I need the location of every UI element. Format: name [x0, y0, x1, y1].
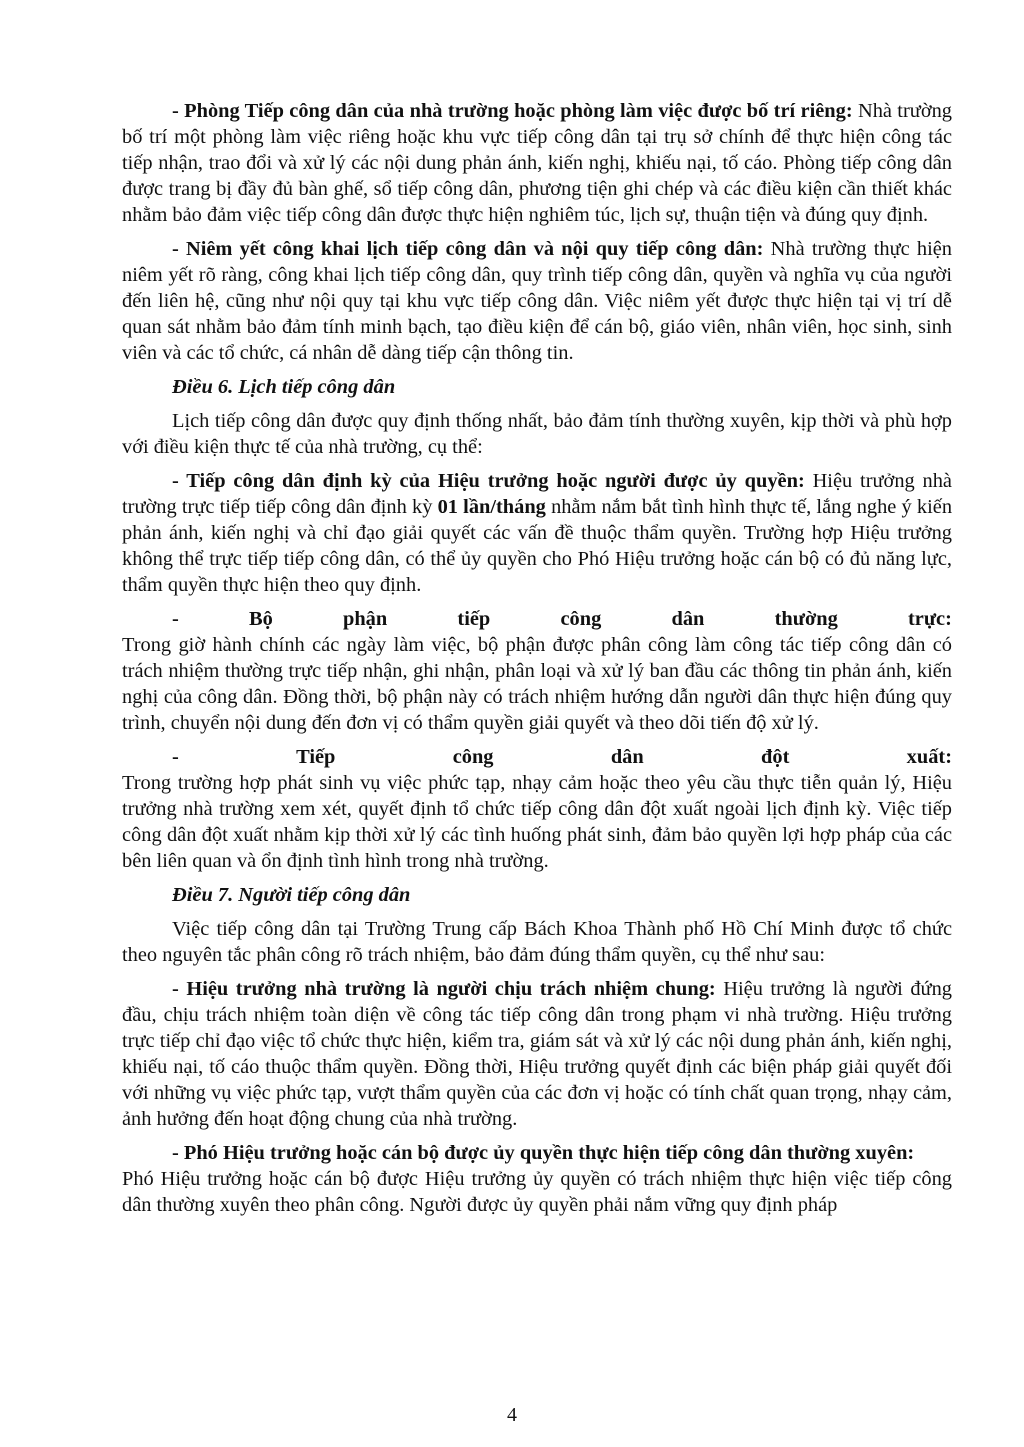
paragraph-vice-principal	[122, 1140, 952, 1218]
document-page	[122, 98, 952, 1226]
heading-word: Tiếp	[296, 746, 336, 768]
paragraph-periodic-reception	[122, 468, 952, 598]
principal-responsibility-heading: - Hiệu trưởng nhà trường là người chịu trách nhiệm chung:	[172, 978, 716, 1000]
heading-word: đột	[761, 746, 790, 768]
article-6-intro: Lịch tiếp công dân được quy định thống nhất, bảo đảm tính thường xuyên, kịp thời và phù hợp với điều kiện thực tế của nhà trường, cụ thể:	[122, 410, 952, 458]
article-6-title: Điều 6. Lịch tiếp công dân	[172, 376, 396, 398]
ad-hoc-reception-text: Trong trường hợp phát sinh vụ việc phức tạp, nhạy cảm hoặc theo yêu cầu thực tiễn quản lý, Hiệu trưởng nhà trường xem xét, quyết định tổ chức tiếp công dân đột xuất ngoài lịch định kỳ. Việc tiếp công dân đột xuất nhằm kịp thời xử lý các tình huống phát sinh, đảm bảo quyền lợi hợp pháp của các bên liên quan và ổn định tình hình trong nhà trường.	[122, 772, 952, 872]
heading-word: Bộ	[249, 608, 273, 630]
frequency-highlight: 01 lần/tháng	[437, 496, 546, 518]
article-7-title: Điều 7. Người tiếp công dân	[172, 884, 411, 906]
paragraph-reception-room	[122, 98, 952, 228]
paragraph-posting-schedule	[122, 236, 952, 366]
periodic-reception-heading: - Tiếp công dân định kỳ của Hiệu trưởng hoặc người được ủy quyền:	[172, 470, 805, 492]
vice-principal-heading: - Phó Hiệu trưởng hoặc cán bộ được ủy quyền thực hiện tiếp công dân thường xuyên:	[172, 1142, 915, 1164]
heading-word: dân	[610, 746, 644, 768]
heading-word: tiếp	[457, 608, 491, 630]
standing-unit-heading	[122, 606, 952, 632]
heading-word: -	[172, 608, 179, 630]
paragraph-ad-hoc-reception	[122, 744, 952, 874]
heading-word: -	[172, 746, 179, 768]
heading-word: công	[560, 608, 602, 630]
ad-hoc-reception-heading	[122, 744, 952, 770]
principal-responsibility-text: Hiệu trưởng là người đứng đầu, chịu trách nhiệm toàn diện về công tác tiếp công dân trong phạm vi nhà trường. Hiệu trưởng trực tiếp chỉ đạo việc tổ chức thực hiện, kiểm tra, giám sát và xử lý các nội dung phản ánh, kiến nghị, khiếu nại, tố cáo thuộc thẩm quyền. Đồng thời, Hiệu trưởng quyết định các biện pháp giải quyết đối với những vụ việc phức tạp, vượt thẩm quyền của các đơn vị hoặc có tính chất quan trọng, nhạy cảm, ảnh hưởng đến hoạt động chung của nhà trường.	[122, 978, 952, 1130]
periodic-reception-text-b: nhằm nắm bắt tình hình thực tế, lắng nghe ý kiến phản ánh, kiến nghị và chỉ đạo giải quyết các vấn đề thuộc thẩm quyền. Trường hợp Hiệu trưởng không thể trực tiếp tiếp công dân, có thể ủy quyền cho Phó Hiệu trưởng hoặc cán bộ có đủ năng lực, thẩm quyền thực hiện theo quy định.	[122, 496, 953, 596]
posting-schedule-heading: - Niêm yết công khai lịch tiếp công dân và nội quy tiếp công dân:	[172, 238, 764, 260]
page-number: 4	[507, 1404, 517, 1426]
posting-schedule-text: Nhà trường thực hiện niêm yết rõ ràng, công khai lịch tiếp công dân, quy trình tiếp công dân, quyền và nghĩa vụ của người đến liên hệ, cũng như nội quy tại khu vực tiếp công dân. Việc niêm yết được thực hiện tại vị trí dễ quan sát nhằm bảo đảm tính minh bạch, tạo điều kiện để cán bộ, giáo viên, nhân viên, học sinh, sinh viên và các tổ chức, cá nhân dễ dàng tiếp cận thông tin.	[122, 238, 952, 364]
paragraph-principal-responsibility	[122, 976, 952, 1132]
article-7-intro: Việc tiếp công dân tại Trường Trung cấp Bách Khoa Thành phố Hồ Chí Minh được tổ chức theo nguyên tắc phân công rõ trách nhiệm, bảo đảm đúng thẩm quyền, cụ thể như sau:	[122, 918, 952, 966]
heading-word: dân	[671, 608, 705, 630]
heading-word: công	[452, 746, 494, 768]
periodic-reception-text-a: Hiệu trưởng nhà trường trực tiếp tiếp công dân định kỳ	[122, 470, 952, 518]
heading-word: xuất:	[906, 746, 952, 768]
standing-unit-text: Trong giờ hành chính các ngày làm việc, bộ phận được phân công làm công tác tiếp công dân có trách nhiệm thường trực tiếp nhận, ghi nhận, phân loại và xử lý ban đầu các thông tin phản ánh, kiến nghị của công dân. Đồng thời, bộ phận này có trách nhiệm hướng dẫn người dân thực hiện đúng quy trình, chuyển nội dung đến đơn vị có thẩm quyền giải quyết và theo dõi tiến độ xử lý.	[122, 634, 952, 734]
paragraph-standing-unit	[122, 606, 952, 736]
reception-room-heading: - Phòng Tiếp công dân của nhà trường hoặc phòng làm việc được bố trí riêng:	[172, 100, 853, 122]
heading-word: trực:	[907, 608, 952, 630]
reception-room-text: Nhà trường bố trí một phòng làm việc riêng hoặc khu vực tiếp công dân tại trụ sở chính để thực hiện công tác tiếp nhận, trao đổi và xử lý các nội dung phản ánh, kiến nghị, khiếu nại, tố cáo. Phòng tiếp công dân được trang bị đầy đủ bàn ghế, sổ tiếp công dân, phương tiện ghi chép và các điều kiện cần thiết khác nhằm bảo đảm việc tiếp công dân được thực hiện nghiêm túc, lịch sự, thuận tiện và đúng quy định.	[122, 100, 952, 226]
heading-word: phận	[343, 608, 388, 630]
vice-principal-text: Phó Hiệu trưởng hoặc cán bộ được Hiệu trưởng ủy quyền có trách nhiệm thực hiện việc tiếp công dân thường xuyên theo phân công. Người được ủy quyền phải nắm vững quy định pháp	[122, 1168, 952, 1216]
heading-word: thường	[774, 608, 838, 630]
